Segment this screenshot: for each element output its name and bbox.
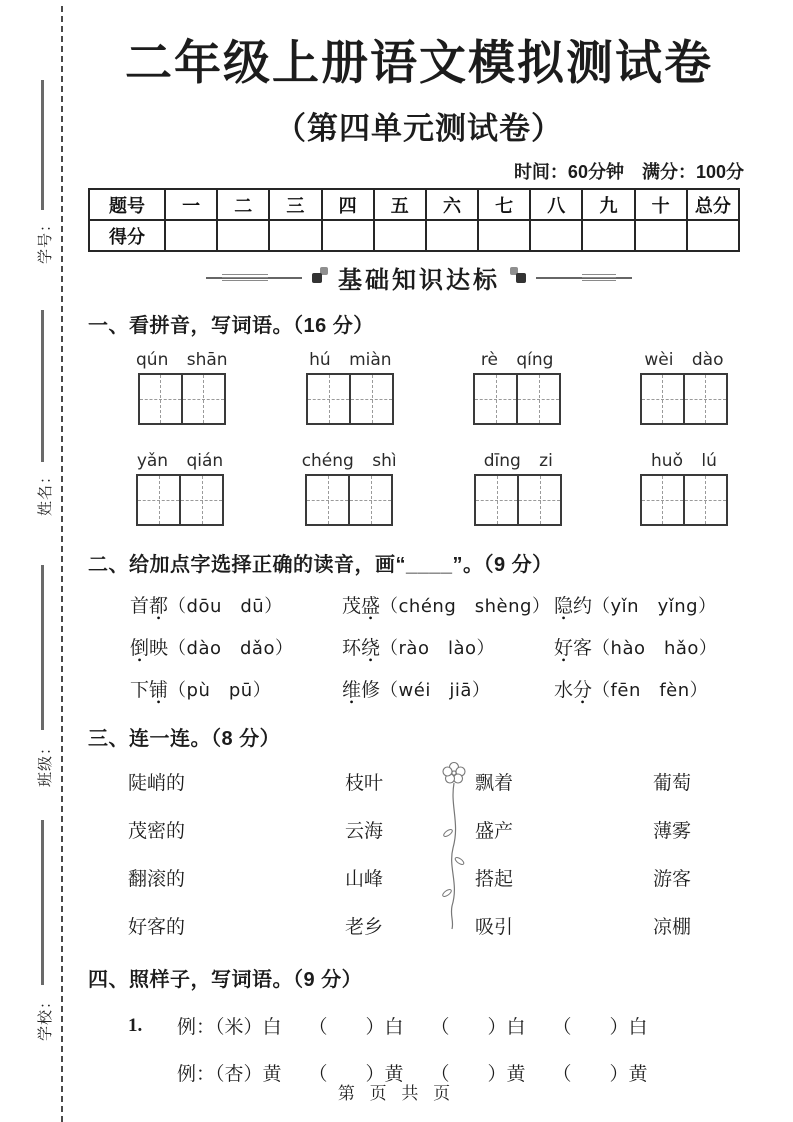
writing-cell bbox=[683, 476, 726, 524]
writing-box bbox=[640, 474, 728, 526]
match-word: 葡萄 bbox=[653, 772, 692, 794]
match-word: 翻滚的 bbox=[128, 868, 186, 890]
pinyin-group bbox=[302, 451, 397, 526]
pinyin-options: （yǐn yǐng） bbox=[592, 596, 717, 617]
writing-cell bbox=[349, 375, 392, 423]
question2-items bbox=[88, 591, 750, 702]
score-blank-cell bbox=[530, 220, 582, 251]
writing-box bbox=[640, 373, 728, 425]
writing-cell bbox=[138, 476, 179, 524]
banner-title: 基础知识达标 bbox=[338, 267, 500, 294]
page-title: 二年级上册语文模拟测试卷 bbox=[125, 36, 713, 89]
writing-box bbox=[306, 373, 394, 425]
match-word: 枝叶 bbox=[345, 772, 384, 794]
writing-cell bbox=[642, 375, 683, 423]
page-subtitle: （第四单元测试卷） bbox=[275, 111, 563, 146]
score-blank-cell bbox=[687, 220, 739, 251]
question3-heading: 三、连一连。（8 分） bbox=[88, 728, 281, 750]
match-word: 老乡 bbox=[345, 916, 384, 938]
pinyin-options: （wéi jiā） bbox=[380, 680, 491, 701]
pattern-example: 例：（米）白 bbox=[177, 1017, 282, 1038]
pinyin-row-1 bbox=[88, 350, 750, 425]
pronunciation-item bbox=[342, 675, 554, 702]
writing-box bbox=[305, 474, 393, 526]
score-header-cell: 六 bbox=[426, 189, 478, 220]
writing-cell bbox=[517, 476, 560, 524]
pinyin-label: qún shān bbox=[136, 350, 228, 370]
target-character: 绕 bbox=[361, 638, 381, 659]
pinyin-options: （pù pū） bbox=[168, 680, 272, 701]
target-character: 约 bbox=[573, 596, 593, 617]
writing-cell bbox=[308, 375, 349, 423]
pattern-blank: （ ）黄 bbox=[552, 1064, 648, 1085]
score-header-cell: 题号 bbox=[89, 189, 165, 220]
pronunciation-item bbox=[342, 591, 554, 618]
pinyin-group bbox=[136, 451, 224, 526]
target-character: 倒 bbox=[130, 638, 150, 659]
pinyin-group bbox=[136, 350, 228, 425]
target-character: 下 bbox=[130, 680, 150, 701]
target-character: 维 bbox=[342, 680, 362, 701]
target-character: 隐 bbox=[554, 596, 574, 617]
question1-heading: 一、看拼音，写词语。（16 分） bbox=[88, 315, 374, 337]
pinyin-group bbox=[640, 451, 728, 526]
pronunciation-item bbox=[130, 675, 342, 702]
pinyin-options: （chéng shèng） bbox=[380, 596, 551, 617]
target-character: 修 bbox=[361, 680, 381, 701]
match-word: 凉棚 bbox=[653, 916, 692, 938]
pinyin-options: （dōu dū） bbox=[168, 596, 283, 617]
binding-line bbox=[41, 310, 44, 462]
target-character: 都 bbox=[149, 596, 169, 617]
score-table bbox=[88, 188, 740, 252]
writing-cell bbox=[475, 375, 516, 423]
school-label: 学校： bbox=[38, 993, 54, 1042]
pinyin-options: （fēn fèn） bbox=[592, 680, 709, 701]
target-character: 环 bbox=[342, 638, 362, 659]
score-header-cell: 九 bbox=[582, 189, 634, 220]
binding-cut-line bbox=[61, 6, 63, 1122]
match-word: 游客 bbox=[653, 868, 692, 890]
match-word: 山峰 bbox=[345, 868, 384, 890]
score-blank-cell bbox=[635, 220, 687, 251]
score-blank-cell bbox=[217, 220, 269, 251]
writing-cell bbox=[307, 476, 348, 524]
score-blank-cell bbox=[478, 220, 530, 251]
pronunciation-item bbox=[130, 591, 342, 618]
pinyin-label: wèi dào bbox=[644, 350, 724, 370]
match-word: 陡峭的 bbox=[128, 772, 186, 794]
score-header-row bbox=[89, 189, 739, 220]
score-blank-cell bbox=[322, 220, 374, 251]
score-header-cell: 十 bbox=[635, 189, 687, 220]
pattern-example: 例：（杏）黄 bbox=[177, 1064, 282, 1085]
match-word: 云海 bbox=[345, 820, 384, 842]
page-footer: 第 页 共 页 bbox=[337, 1084, 456, 1103]
flower-vine-icon bbox=[433, 757, 475, 949]
score-header-cell: 四 bbox=[322, 189, 374, 220]
pronunciation-item bbox=[554, 591, 750, 618]
writing-cell bbox=[348, 476, 391, 524]
question2-heading: 二、给加点字选择正确的读音，画“____”。（9 分） bbox=[88, 554, 553, 576]
score-blank-cell bbox=[269, 220, 321, 251]
pattern-row-1 bbox=[88, 1012, 750, 1039]
student-name-label: 姓名： bbox=[38, 468, 54, 517]
target-character: 盛 bbox=[361, 596, 381, 617]
score-header-cell: 八 bbox=[530, 189, 582, 220]
pronunciation-item bbox=[554, 675, 750, 702]
writing-box bbox=[138, 373, 226, 425]
score-blank-cell bbox=[374, 220, 426, 251]
match-word: 飘着 bbox=[475, 772, 514, 794]
writing-box bbox=[474, 474, 562, 526]
pronunciation-item bbox=[342, 633, 554, 660]
banner-leaf-right-icon bbox=[509, 266, 527, 289]
score-header-cell: 总分 bbox=[687, 189, 739, 220]
pinyin-label: dīng zi bbox=[483, 451, 553, 471]
score-header-cell: 七 bbox=[478, 189, 530, 220]
binding-line bbox=[41, 565, 44, 730]
pinyin-options: （hào hǎo） bbox=[592, 638, 718, 659]
score-header-cell: 五 bbox=[374, 189, 426, 220]
pattern-blank: （ ）白 bbox=[552, 1017, 648, 1038]
student-id-label: 学号： bbox=[38, 216, 54, 265]
pattern-blank: （ ）黄 bbox=[308, 1064, 404, 1085]
score-blank-cell bbox=[582, 220, 634, 251]
question4-heading: 四、照样子，写词语。（9 分） bbox=[88, 969, 363, 991]
match-word: 盛产 bbox=[475, 820, 514, 842]
score-blank-cell bbox=[426, 220, 478, 251]
target-character: 分 bbox=[573, 680, 593, 701]
target-character: 好 bbox=[554, 638, 574, 659]
match-word: 好客的 bbox=[128, 916, 186, 938]
pinyin-options: （rào lào） bbox=[380, 638, 496, 659]
target-character: 水 bbox=[554, 680, 574, 701]
pinyin-row-2 bbox=[88, 451, 750, 526]
pinyin-label: chéng shì bbox=[301, 451, 397, 471]
writing-cell bbox=[683, 375, 726, 423]
matching-exercise bbox=[88, 757, 750, 949]
target-character: 客 bbox=[573, 638, 593, 659]
match-word: 吸引 bbox=[475, 916, 514, 938]
pinyin-label: hú miàn bbox=[309, 350, 392, 370]
banner-line-left bbox=[206, 272, 302, 284]
binding-line bbox=[41, 820, 44, 985]
section-banner bbox=[88, 260, 750, 295]
writing-cell bbox=[179, 476, 222, 524]
item-number: 1. bbox=[128, 1014, 143, 1036]
pinyin-group bbox=[473, 350, 561, 425]
class-label: 班级： bbox=[38, 739, 54, 788]
banner-line-right bbox=[536, 272, 632, 284]
writing-cell bbox=[476, 476, 517, 524]
match-word: 茂密的 bbox=[128, 820, 186, 842]
score-header-cell: 二 bbox=[217, 189, 269, 220]
pattern-blank: （ ）黄 bbox=[430, 1064, 526, 1085]
pinyin-options: （dào dǎo） bbox=[168, 638, 294, 659]
writing-cell bbox=[642, 476, 683, 524]
target-character: 首 bbox=[130, 596, 150, 617]
test-paper bbox=[88, 0, 750, 1086]
pattern-blank: （ ）白 bbox=[430, 1017, 526, 1038]
match-word: 薄雾 bbox=[653, 820, 692, 842]
pinyin-group bbox=[474, 451, 562, 526]
writing-box bbox=[136, 474, 224, 526]
time-score-info: 时间：60分钟 满分：100分 bbox=[513, 162, 744, 182]
writing-cell bbox=[181, 375, 224, 423]
writing-box bbox=[473, 373, 561, 425]
pinyin-group bbox=[306, 350, 394, 425]
pronunciation-item bbox=[554, 633, 750, 660]
score-header-cell: 一 bbox=[165, 189, 217, 220]
score-header-cell: 三 bbox=[269, 189, 321, 220]
pinyin-label: yǎn qián bbox=[136, 451, 224, 471]
banner-leaf-left-icon bbox=[311, 266, 329, 289]
target-character: 铺 bbox=[149, 680, 169, 701]
score-value-row bbox=[89, 220, 739, 251]
writing-cell bbox=[140, 375, 181, 423]
writing-cell bbox=[516, 375, 559, 423]
score-blank-cell bbox=[165, 220, 217, 251]
target-character: 映 bbox=[149, 638, 169, 659]
pinyin-group bbox=[640, 350, 728, 425]
binding-line bbox=[41, 80, 44, 210]
target-character: 茂 bbox=[342, 596, 362, 617]
pronunciation-item bbox=[130, 633, 342, 660]
pattern-blank: （ ）白 bbox=[308, 1017, 404, 1038]
pinyin-label: huǒ lú bbox=[651, 451, 717, 471]
score-label-cell: 得分 bbox=[89, 220, 165, 251]
pinyin-label: rè qíng bbox=[480, 350, 554, 370]
match-word: 搭起 bbox=[475, 868, 514, 890]
